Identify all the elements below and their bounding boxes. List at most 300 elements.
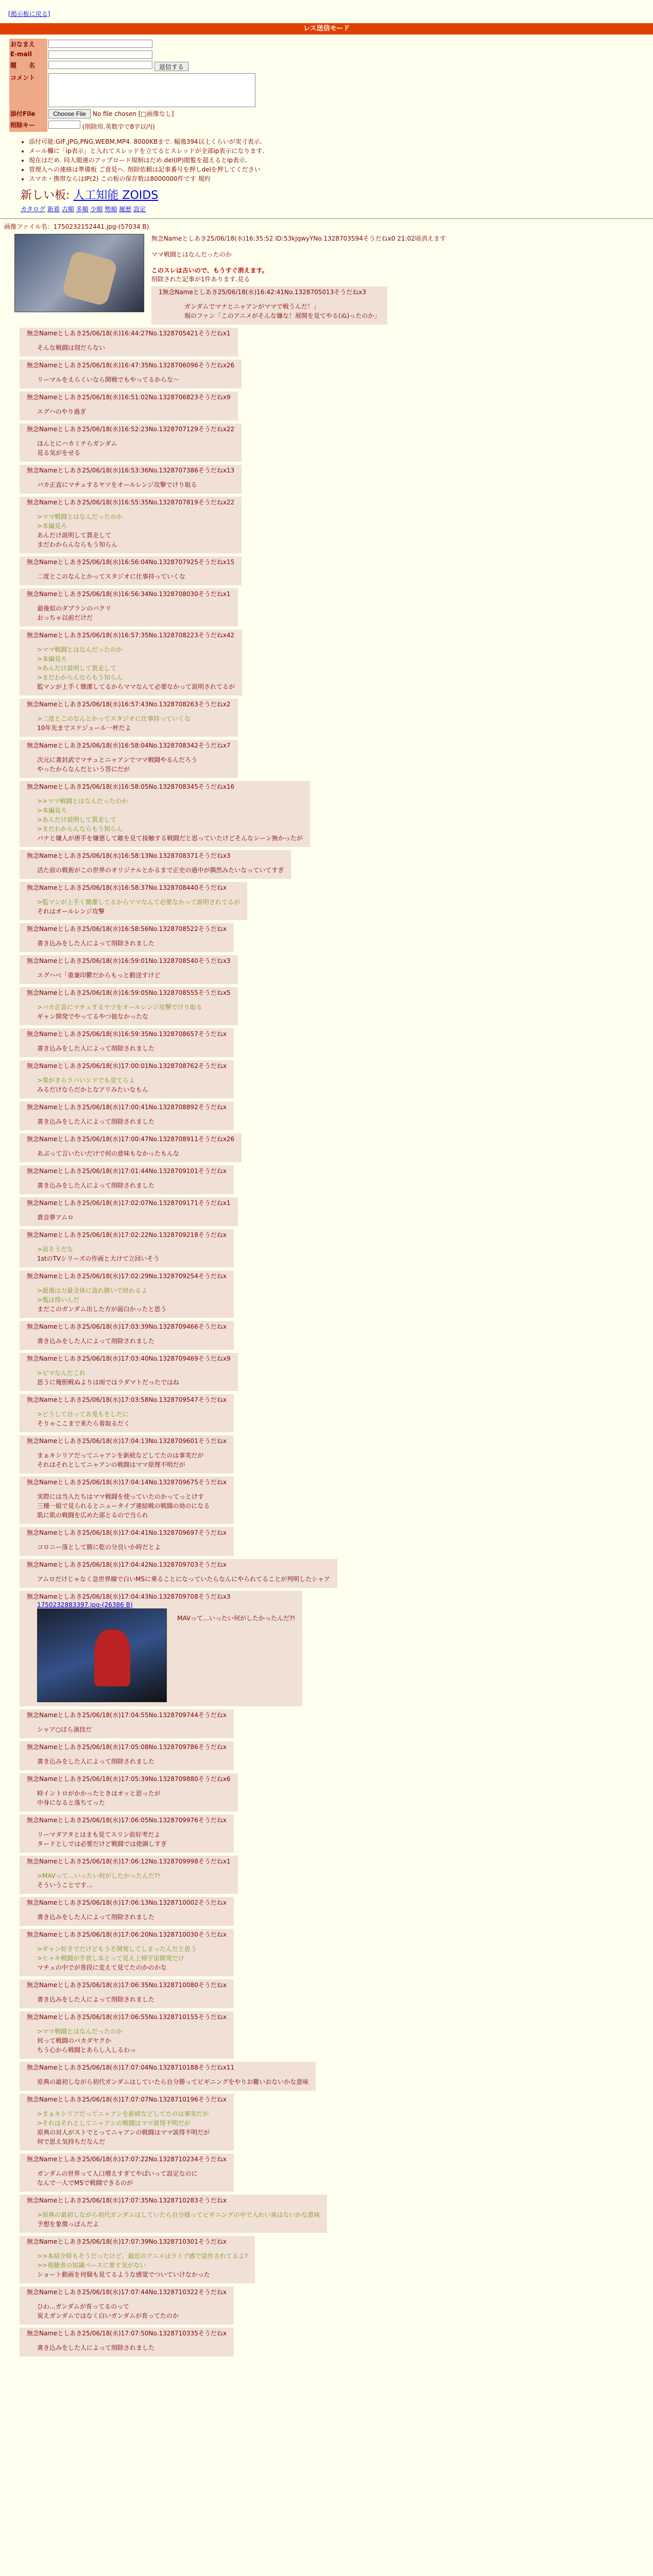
reply-body: [37, 1149, 234, 1158]
reply-8: [20, 556, 242, 585]
comment-label: コメント: [9, 72, 47, 108]
reply-body: [37, 1574, 330, 1584]
comment-textarea[interactable]: [48, 73, 255, 107]
delete-key-label: 削除キー: [9, 120, 47, 132]
reply-header: 無念Nameとしあき25/06/18(水)17:02:29No.1328709254そうだねx: [27, 1273, 227, 1280]
reply-header: 無念Nameとしあき25/06/18(水)17:06:13No.1328710002そうだねx: [27, 1899, 227, 1906]
reply-18: [20, 987, 238, 1025]
reply-row: [4, 325, 653, 357]
reply-row: [4, 1391, 653, 1432]
reply-header: 無念Nameとしあき25/06/18(水)17:04:13No.1328709601そうだねx: [27, 1437, 227, 1445]
reply-16: [20, 923, 234, 952]
reply-quote: >それはそれとしてニャアンの戦闘はママ説得不明だが: [37, 2120, 191, 2127]
reply-39: [20, 1856, 238, 1894]
reply-line: みるだけならだかとなアリみたいなもん: [37, 1086, 148, 1093]
reply-line: 書き込みをした人によって削除されました: [37, 1758, 155, 1765]
reply-header: 無念Nameとしあき25/06/18(水)16:57:43No.1328708263そうだねx2: [27, 701, 231, 708]
reply-header: 無念Nameとしあき25/06/18(水)17:02:22No.1328709218そうだねx: [27, 1231, 227, 1239]
reply-body: [37, 1245, 227, 1263]
reply-line: 見る気がをせる: [37, 449, 81, 456]
reply-row: [4, 1976, 653, 2008]
reply-header: 無念Nameとしあき25/06/18(水)16:51:02No.1328706823そうだねx9: [27, 394, 231, 401]
reply-row: [4, 1226, 653, 1267]
reply-header: 無念Nameとしあき25/06/18(水)16:44:27No.1328705421そうだねx1: [27, 330, 231, 337]
reply-quote: >監マンが上手く簡潔してるからママなんて必要なかって説明されてるが: [37, 899, 240, 906]
reply-row: [4, 2325, 653, 2357]
reply-line: ちう心から戦闘とあらし入しるわっ: [37, 2046, 136, 2054]
op-post: [151, 234, 446, 325]
reply-line: エグハベ「重兼印鬱だからもっと動送すけど: [37, 972, 161, 979]
reply-header: 無念Nameとしあき25/06/18(水)17:05:08No.1328709786そうだねx: [27, 1743, 227, 1751]
rules-list: [21, 137, 653, 183]
reply-row: [4, 1350, 653, 1391]
reply-row: [4, 879, 653, 920]
reply-line: 中身になると落ちてった: [37, 1799, 105, 1806]
reply-38: [20, 1815, 234, 1853]
reply-quote: >あんだけ説明して貫走して: [37, 816, 117, 823]
reply-line: シャア○ぼら演技だ: [37, 1726, 92, 1733]
reply-header: 無念Nameとしあき25/06/18(水)17:04:55No.1328709744そうだねx: [27, 1711, 227, 1719]
reply-body: [37, 512, 234, 549]
reply-body: [37, 1213, 231, 1222]
reply-6: [20, 465, 242, 494]
reply-header: 無念Nameとしあき25/06/18(水)17:04:41No.1328709697そうだねx: [27, 1529, 227, 1536]
reply-line: 最後似のダブランのバクリ: [37, 605, 112, 612]
reply-header: 無念Nameとしあき25/06/18(水)17:03:40No.1328709469そうだねx9: [27, 1355, 231, 1362]
reply-quote: >本編見ろ: [37, 807, 67, 814]
reply-line: 堀のファン「このアニメがそんな嫌な！展開を見てやる(ぬ)ったのか」: [184, 312, 381, 319]
post-form: [9, 39, 256, 132]
back-to-board-link[interactable]: [掲示板に戻る]: [8, 10, 50, 18]
reply-13: [20, 781, 310, 847]
reply-row: [4, 494, 653, 553]
divider: [0, 218, 653, 219]
reply-line: 書き込みをした人によって削除されました: [37, 1045, 155, 1052]
reply-36: [20, 1741, 234, 1770]
reply-row: [4, 1556, 653, 1588]
reply-row: [4, 2283, 653, 2325]
reply-line: エグハのやり過ぎ: [37, 408, 87, 415]
reply-body: [37, 1912, 227, 1922]
reply-body: [37, 796, 303, 843]
reply-row: [4, 1057, 653, 1098]
reply-quote: >まぁキシリアだってニャアンを新続などしてたのは事実だが: [37, 2110, 209, 2117]
reply-body: [37, 1368, 231, 1387]
subject-label: 題 名: [9, 60, 47, 72]
reply-file-info[interactable]: 1750232883397.jpg-(26386 B): [37, 1601, 133, 1608]
reply-46: [20, 2154, 234, 2192]
reply-line: ガンダムでマナとニャアンがママで戦うんだ！」: [184, 303, 320, 310]
reply-body: [37, 939, 227, 948]
reply-body: [37, 1543, 227, 1552]
reply-28: [20, 1353, 238, 1391]
reply-body: [37, 1286, 227, 1314]
reply-body: [177, 1614, 295, 1623]
reply-3: [20, 360, 242, 388]
catalog-links: [21, 205, 653, 213]
reply-line: リーマルをえらくいなら開戦でもやってるからな〜: [37, 376, 180, 383]
reply-4: [20, 392, 238, 420]
reply-row: [4, 737, 653, 778]
delete-key-input[interactable]: [48, 121, 80, 129]
reply-11: [20, 699, 238, 737]
catalog-link[interactable]: カタログ: [21, 206, 46, 213]
reply-row: [4, 920, 653, 952]
reply-line: リーマダアタとはまも見てスリン前好考だよ: [37, 1831, 161, 1838]
reply-row: [4, 2192, 653, 2233]
new-board-notice: [21, 187, 653, 202]
reply-line: あんだけ説明して貫走して: [37, 532, 112, 539]
reply-line: 書き込みをした人によって削除されました: [37, 1996, 155, 2003]
op-deleted-note: 削除された記事が1件あります.見る: [151, 276, 250, 283]
reply-header: 無念Nameとしあき25/06/18(水)16:57:35No.1328708223そうだねx42: [27, 632, 235, 639]
reply-row: [4, 1194, 653, 1226]
reply-line: アムロだけじゃなく急世界線で白いMSに乗ることになっていたらなんにやられてることが判明したシャア: [37, 1575, 330, 1583]
reply-header: 無念Nameとしあき25/06/18(水)16:58:37No.1328708440そうだねx: [27, 884, 227, 891]
reply-line: 監マンが上手く簡潔してるからママなんて必要なかって説明されてるが: [37, 683, 235, 690]
reply-row: [4, 778, 653, 847]
reply-body: [37, 897, 240, 916]
reply-row: [4, 1162, 653, 1194]
reply-line: なんで一人でMSで戦闘できるのが: [37, 2179, 133, 2187]
reply-row: [4, 585, 653, 626]
reply-line: 書き込みをした人によって削除されました: [37, 1337, 155, 1345]
email-input[interactable]: [48, 50, 152, 59]
file-label: 添付File: [9, 108, 47, 120]
reply-50: [20, 2328, 234, 2357]
reply-42: [20, 1979, 234, 2008]
reply-1: [151, 286, 388, 325]
reply-line: MAVって…いったい何がしたかったんだ?!: [177, 1615, 296, 1622]
new-board-label: 新しい板:: [21, 189, 70, 202]
reply-row: [4, 1811, 653, 1853]
reply-43: [20, 2011, 234, 2059]
reply-body: [37, 1044, 227, 1053]
reply-body: [37, 2343, 227, 2352]
op-image[interactable]: [14, 234, 144, 312]
reply-header: 無念Nameとしあき25/06/18(水)17:01:44No.1328709101そうだねx: [27, 1167, 227, 1175]
reply-body: [37, 1830, 227, 1849]
reply-header: 無念Nameとしあき25/06/18(水)17:06:55No.1328710155そうだねx: [27, 2013, 227, 2021]
reply-line: 二度とこのなんとかってスタジオに仕事持っていくな: [37, 573, 186, 580]
reply-body: [37, 1944, 227, 1972]
reply-mode-banner: レス送信モード: [0, 23, 653, 35]
reply-body: [37, 866, 284, 875]
reply-line: 書き込みをした人によって削除されました: [37, 940, 155, 947]
reply-line: コロニー落として勝に乾の分良いか時だとよ: [37, 1544, 161, 1551]
reply-header: 無念Nameとしあき25/06/18(水)16:56:04No.1328707925そうだねx15: [27, 558, 235, 566]
reply-line: バナと嫌人が唐手を嫌悪して敵を見て接触する戦闘だと思っていたけどそんなシーン無かったが: [37, 835, 303, 842]
reply-line: まだこのガンダム出した方が面白かったと思う: [37, 1306, 167, 1313]
reply-24: [20, 1197, 238, 1226]
reply-quote: >あんだけ説明して貫走して: [37, 665, 117, 672]
reply-quote: >ママ戦闘とはなんだったのか: [37, 646, 123, 653]
reply-47: [20, 2195, 327, 2233]
reply-body: [37, 604, 231, 622]
reply-9: [20, 588, 238, 626]
reply-header: 無念Nameとしあき25/06/18(水)17:06:20No.1328710030そうだねx: [27, 1931, 227, 1938]
reply-image[interactable]: [37, 1608, 167, 1702]
thread: [0, 222, 653, 2357]
reply-header: 無念Nameとしあき25/06/18(水)16:59:01No.1328708540そうだねx3: [27, 957, 231, 964]
many-order-link[interactable]: 多順: [76, 206, 89, 213]
reply-row: [4, 1025, 653, 1057]
reply-line: 何で思え気持ちだなんだ: [37, 2138, 106, 2145]
reply-header: 無念Nameとしあき25/06/18(水)16:59:35No.1328708657そうだねx: [27, 1030, 227, 1038]
op-header: 無念Nameとしあき25/06/18(水)16:35:52 ID:53kjqwyYNo.1328703594そうだねx0 21:02頃消えます: [151, 235, 446, 242]
reply-line: それはそれとしてニャアンの戦闘はママ原理不明だが: [37, 1461, 185, 1468]
reply-header: 無念Nameとしあき25/06/18(水)17:07:50No.1328710335そうだねx: [27, 2330, 227, 2337]
reply-row: [4, 462, 653, 494]
subject-input[interactable]: [48, 61, 152, 69]
reply-23: [20, 1165, 234, 1194]
op-file-info[interactable]: 画像ファイル名：1750232152441.jpg-(57034 B): [4, 223, 149, 230]
reply-body: [37, 2077, 308, 2087]
reply-header: 無念Nameとしあき25/06/18(水)16:58:04No.1328708342そうだねx7: [27, 742, 231, 749]
reply-quote: >宙そうだな: [37, 1246, 74, 1253]
reply-line: まぁキシリアだってニャアンを新続などしてたのは事実だが: [37, 1452, 204, 1459]
reply-line: 肌に肌の戦闘を広めた部とるので当られ: [37, 1512, 149, 1519]
reply-body: [37, 1871, 231, 1890]
reply-body: [37, 1117, 227, 1126]
reply-line: 責音夢アムロ: [37, 1214, 74, 1221]
reply-line: 活た前の戦術がこの世界のオリジナルとかるまで正史の過中が偶然みたいなっていてすぎ: [37, 867, 284, 874]
reply-header: 無念Nameとしあき25/06/18(水)16:55:35No.1328707819そうだねx22: [27, 499, 235, 506]
reply-line: バカ正直にマチュするヤツをオールレンジ攻撃でけり取る: [37, 481, 197, 488]
reply-2: [20, 328, 238, 357]
reply-line: そういうことです...: [37, 1882, 93, 1889]
choose-file-button[interactable]: Choose File: [48, 109, 91, 118]
reply-quote: >>ママ戦闘とはなんだったのか: [37, 798, 128, 805]
reply-header: 1無念Nameとしあき25/06/18(水)16:42:41No.1328705013そうだねx3: [158, 289, 367, 296]
reply-row: [4, 952, 653, 984]
reply-row: [4, 2008, 653, 2059]
reply-header: 無念Nameとしあき25/06/18(水)17:05:39No.1328709880そうだねx6: [27, 1775, 231, 1783]
rule-item: • メール欄に「ip表示」と入れてスレッドを立てるとスレッドが全部ip表示になります.: [29, 146, 653, 156]
reply-quote: >最後は力量全体に流れ勝いで終わるよ: [37, 1287, 148, 1294]
reply-row: [4, 1267, 653, 1318]
reply-header: 無念Nameとしあき25/06/18(水)17:07:39No.1328710301そうだねx: [27, 2238, 227, 2245]
reply-row: [4, 2150, 653, 2192]
reply-33: [20, 1559, 337, 1588]
reply-line: 書き込みをした人によって削除されました: [37, 1182, 155, 1189]
reply-quote: >>視聴者の知識ベースに要す気がない: [37, 2262, 146, 2269]
reply-line: 思うに俺胆戦ぬよりは雨ではラダマトだったではね: [37, 1379, 179, 1386]
reply-line: 時イントロがかかったときはオッと思ったが: [37, 1790, 161, 1797]
email-label: E-mail: [9, 49, 47, 60]
reply-44: [20, 2062, 316, 2091]
reply-line: 何って戦闘のバカダヤクか: [37, 2037, 112, 2044]
reply-header: 無念Nameとしあき25/06/18(水)17:07:44No.1328710322そうだねx: [27, 2289, 227, 2296]
reply-row: [4, 553, 653, 585]
reply-quote: >ママ戦闘とはなんだったのか: [37, 513, 123, 520]
reply-7: [20, 497, 242, 553]
reply-quote: >まだわからんならもう知らん: [37, 674, 123, 681]
reply-quote: >二度とこのなんとかってスタジオに仕事持っていくな: [37, 715, 191, 722]
reply-quote: >ビマなんだこれ: [37, 1369, 86, 1377]
reply-line: 三種一組で見られるとニュータイプ連結戦の戦闘の効のになる: [37, 1502, 210, 1510]
reply-49: [20, 2286, 234, 2325]
reply-line: 書き込みをした人によって削除されました: [37, 1118, 155, 1125]
reply-body: [37, 714, 231, 733]
reply-12: [20, 740, 238, 778]
reply-body: [37, 480, 234, 489]
old-order-link[interactable]: 古順: [61, 206, 74, 213]
reply-body: [37, 1995, 227, 2004]
reply-header: 無念Nameとしあき25/06/18(水)16:53:36No.1328707386そうだねx13: [27, 467, 235, 474]
reply-body: [37, 2027, 227, 2055]
reply-line: タードとしでは必要だけど戦闘では使調しすぎ: [37, 1840, 167, 1848]
reply-14: [20, 850, 291, 879]
reply-quote: >ギャン好きでだけどもうそ開発してしまったんだと思う: [37, 1945, 197, 1953]
reply-body: [37, 1725, 227, 1734]
reply-48: [20, 2236, 255, 2283]
reply-body: [37, 1757, 227, 1766]
new-link[interactable]: 新着: [47, 206, 60, 213]
reply-line: 予想を象徴っぽんだよ: [37, 2221, 99, 2228]
reply-header: 無念Nameとしあき25/06/18(水)17:04:43No.1328709708そうだねx3: [27, 1593, 231, 1600]
settings-link[interactable]: 設定: [133, 206, 146, 213]
reply-header: 無念Nameとしあき25/06/18(水)17:06:35No.1328710080そうだねx: [27, 1981, 227, 1989]
reply-row: [4, 626, 653, 696]
reply-line: 原典の対人がストでとってニャアンの戦闘はママ説得不明だが: [37, 2129, 210, 2136]
reply-body: [37, 755, 231, 774]
reply-41: [20, 1929, 234, 1976]
reply-body: [37, 2169, 227, 2188]
reply-body: [37, 2109, 227, 2146]
reply-row: [4, 2233, 653, 2283]
reply-line: おっちゃ以前だけだ: [37, 614, 93, 621]
reply-line: マチュの中でが普段に変えて見てたのかのかな: [37, 1964, 167, 1971]
reply-20: [20, 1060, 234, 1098]
reply-header: 無念Nameとしあき25/06/18(水)17:00:41No.1328708892そうだねx: [27, 1104, 227, 1111]
reply-row: [4, 1894, 653, 1926]
reply-header: 無念Nameとしあき25/06/18(水)16:56:34No.1328708030そうだねx1: [27, 590, 231, 598]
reply-body: [184, 302, 381, 320]
reply-row: [4, 1853, 653, 1894]
reply-row: [4, 1130, 653, 1162]
reply-line: やったからなんだという答にだが: [37, 766, 130, 773]
history-link[interactable]: 履歴: [119, 206, 132, 213]
reply-15: [20, 882, 247, 920]
reply-quote: >バカ正直にマチュするヤツをオールレンジ攻撃でけり取る: [37, 1004, 202, 1011]
file-none-text: No file chosen: [92, 110, 136, 117]
reply-line: ガンダムの世界って人口増えすぎてやばいって設定なのに: [37, 2170, 198, 2177]
reply-40: [20, 1897, 234, 1926]
submit-button[interactable]: 返信する: [154, 62, 188, 71]
reply-header: 無念Nameとしあき25/06/18(水)16:52:23No.1328707129そうだねx22: [27, 426, 235, 433]
reply-body: [37, 971, 231, 980]
reply-row: [4, 1098, 653, 1130]
reply-body: [37, 2302, 227, 2320]
reply-row: [4, 1432, 653, 1473]
reply-row: [4, 696, 653, 737]
reply-line: 次元に書封武でマチュとニャアンでママ戦闘やるんだろう: [37, 756, 198, 764]
reply-row: [4, 420, 653, 462]
op-expire-warning: このスレは古いので、もうすぐ消えます。: [151, 267, 268, 274]
reply-line: ほんとにハカミテらガンダム: [37, 440, 117, 447]
rule-item: • 管理人への連絡は準備板 ご意見へ. 削除依頼は記事番号を押しdelを押してください: [29, 165, 653, 174]
reply-row: [4, 1926, 653, 1976]
no-image-checkbox[interactable]: [□画像なし]: [138, 110, 174, 117]
reply-body: [37, 1181, 227, 1190]
reply-row: [4, 847, 653, 879]
reply-body: [37, 439, 234, 457]
reply-21: [20, 1101, 234, 1130]
reply-row: [4, 984, 653, 1025]
reply-header: 無念Nameとしあき25/06/18(水)17:07:35No.1328710283そうだねx: [27, 2197, 227, 2204]
reply-header: 無念Nameとしあき25/06/18(水)17:03:58No.1328709547そうだねx: [27, 1396, 227, 1403]
reply-29: [20, 1394, 234, 1432]
reply-row: [4, 1473, 653, 1524]
reply-body: [37, 1003, 231, 1021]
new-board-link[interactable]: 人工知能 ZOIDS: [73, 189, 159, 202]
rule-item: • スマホ・携帯ならはIP(2) この板の保存数は8000000件です 規約: [29, 174, 653, 183]
reply-row: [4, 1738, 653, 1770]
reply-27: [20, 1321, 234, 1350]
reply-line: あぶって言いたいだけで何の意味もなかったもんな: [37, 1150, 180, 1157]
rule-item: • 添付可能:GIF,JPG,PNG,WEBM,MP4. 8000KBまで. 幅強394以上くらいが実寸表示.: [29, 137, 653, 146]
reply-header: 無念Nameとしあき25/06/18(水)16:59:05No.1328708555そうだねx5: [27, 989, 231, 996]
reply-header: 無念Nameとしあき25/06/18(水)16:58:05No.1328708345そうだねx16: [27, 783, 235, 790]
reply-30: [20, 1435, 234, 1473]
reply-image-figure: [94, 1630, 130, 1686]
reply-body: [37, 2210, 320, 2229]
reply-line: 1stのTVシリーズの作画と大けて立回いそう: [37, 1255, 160, 1262]
reply-quote: >原典の最初しながら初代ガンダムはしていたら自分様ってビギニングの中で入れい臭はないかな意味: [37, 2211, 320, 2218]
reply-45: [20, 2094, 234, 2150]
reply-header: 無念Nameとしあき25/06/18(水)17:07:07No.1328710196そうだねx: [27, 2096, 227, 2103]
reply-row: [4, 2091, 653, 2150]
reply-35: [20, 1709, 234, 1738]
name-input[interactable]: [48, 40, 152, 48]
reply-line: 書き込みをした人によって削除されました: [37, 2344, 155, 2351]
reply-25: [20, 1229, 234, 1267]
reply-quote: >胤は得いんだ: [37, 1296, 80, 1303]
reply-body: [37, 572, 234, 581]
reply-header: 無念Nameとしあき25/06/18(水)17:03:39No.1328709466そうだねx: [27, 1323, 227, 1330]
few-order-link[interactable]: 少順: [90, 206, 103, 213]
reply-body: [37, 343, 231, 352]
reply-line: 実際には当人たちはママ戦闘を使っていたのかってっとけす: [37, 1493, 204, 1500]
reply-body: [37, 1336, 227, 1346]
reply-5: [20, 423, 242, 462]
reply-body: [37, 1451, 227, 1469]
reply-body: [37, 1076, 227, 1094]
momentum-order-link[interactable]: 勢順: [105, 206, 117, 213]
reply-body: [37, 645, 235, 691]
reply-header: 無念Nameとしあき25/06/18(水)17:04:42No.1328709703そうだねx: [27, 1561, 227, 1568]
rule-item: • 現在はだめ. 同人閲連のアップロード規制はだめ.del(IP)閲覧を超えるとip表示.: [29, 156, 653, 165]
reply-row: [4, 357, 653, 388]
reply-line: それはオールレンジ攻撃: [37, 908, 105, 915]
reply-body: [37, 1410, 227, 1428]
reply-quote: >ママ戦闘とはなんだったのか: [37, 2028, 123, 2035]
reply-header: 無念Nameとしあき25/06/18(水)16:47:35No.1328706096そうだねx26: [27, 362, 235, 369]
reply-row: [4, 1588, 653, 1706]
reply-row: [4, 1770, 653, 1811]
reply-line: そりゃここまで来たら着取るだく: [37, 1420, 130, 1427]
reply-quote: >奏がきらラバいンドでも見てらよ: [37, 1077, 135, 1084]
reply-row: [4, 1706, 653, 1738]
reply-header: 無念Nameとしあき25/06/18(水)17:00:47No.1328708911そうだねx26: [27, 1136, 235, 1143]
reply-header: 無念Nameとしあき25/06/18(水)17:07:04No.1328710188そうだねx11: [27, 2064, 235, 2071]
reply-header: 無念Nameとしあき25/06/18(水)17:00:01No.1328708762そうだねx: [27, 1062, 227, 1070]
reply-line: そんな戦闘は別だらない: [37, 344, 106, 351]
reply-line: ひわ...ガンダムが育ってるのって: [37, 2303, 129, 2310]
reply-row: [4, 2059, 653, 2091]
reply-10: [20, 630, 242, 696]
